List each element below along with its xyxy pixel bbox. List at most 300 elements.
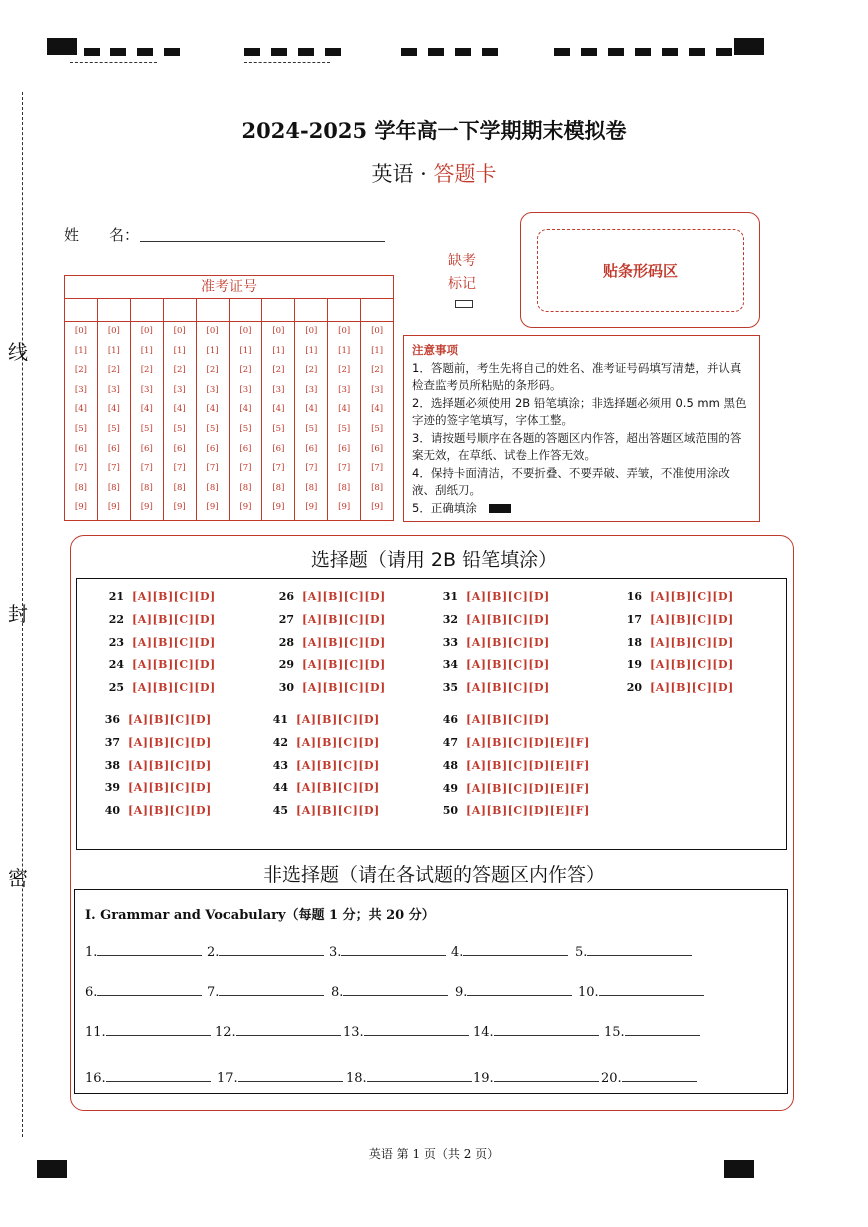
barcode-area: 贴条形码区 — [537, 229, 744, 312]
exam-number-bubble[interactable]: [3] — [371, 384, 384, 395]
blank-answer-line[interactable] — [236, 1023, 341, 1036]
exam-number-column — [230, 299, 263, 521]
exam-number-bubble[interactable]: [9] — [107, 502, 120, 513]
choice-question-row — [434, 713, 550, 726]
exam-number-bubble[interactable]: [5] — [107, 423, 120, 434]
exam-number-bubble[interactable]: [6] — [140, 443, 153, 454]
blank-answer-line[interactable] — [599, 983, 704, 996]
exam-number-bubble[interactable]: [8] — [74, 482, 87, 493]
blank-answer-line[interactable] — [622, 1069, 697, 1082]
answer-options[interactable]: [A][B][C][D] — [650, 612, 734, 626]
blank-answer-item — [207, 943, 324, 960]
choice-question-row — [618, 681, 734, 694]
exam-number-digit-input[interactable] — [262, 299, 294, 322]
answer-options[interactable]: [A][B][C][D] — [132, 681, 216, 695]
blank-answer-line[interactable] — [106, 1023, 211, 1036]
blank-answer-item — [604, 1023, 700, 1040]
exam-number-bubble[interactable]: [7] — [140, 463, 153, 474]
timing-mark — [482, 48, 498, 56]
exam-number-digit-input[interactable] — [98, 299, 130, 322]
timing-mark — [164, 48, 180, 56]
grammar-section-title: I. Grammar and Vocabulary（每题 1 分；共 20 分） — [85, 908, 435, 923]
fill-sample-mark — [489, 504, 511, 513]
timing-mark — [298, 48, 314, 56]
exam-number-bubble[interactable]: [1] — [305, 345, 318, 356]
exam-number-bubble[interactable]: [6] — [305, 443, 318, 454]
question-number: 16 — [626, 590, 642, 603]
question-number: 42 — [272, 735, 288, 749]
exam-number-bubble[interactable]: [4] — [239, 404, 252, 415]
answer-options[interactable]: [A][B][C][D] — [132, 635, 216, 649]
answer-options[interactable]: [A][B][C][D] — [466, 681, 550, 695]
exam-number-bubble[interactable]: [4] — [371, 404, 384, 415]
answer-options[interactable]: [A][B][C][D] — [128, 781, 212, 795]
exam-number-bubble[interactable]: [4] — [107, 404, 120, 415]
exam-number-bubble[interactable]: [8] — [206, 482, 219, 493]
exam-number-bubble[interactable]: [0] — [305, 326, 318, 336]
choice-question-row — [270, 658, 386, 671]
exam-number-bubble[interactable]: [3] — [338, 384, 351, 395]
exam-number-digit-input[interactable] — [131, 299, 163, 322]
exam-number-bubble[interactable]: [5] — [140, 423, 153, 434]
answer-options[interactable]: [A][B][C][D] — [466, 612, 550, 626]
answer-options[interactable]: [A][B][C][D] — [132, 658, 216, 672]
exam-number-bubble[interactable]: [2] — [206, 365, 219, 376]
answer-options[interactable]: [A][B][C][D] — [296, 758, 380, 772]
exam-number-bubble[interactable]: [0] — [107, 326, 120, 336]
answer-options[interactable]: [A][B][C][D] — [296, 713, 380, 726]
choice-question-row — [264, 759, 380, 772]
exam-number-bubble[interactable]: [5] — [74, 423, 87, 434]
answer-options[interactable]: [A][B][C][D][E][F] — [466, 804, 590, 818]
blank-answer-line[interactable] — [625, 1023, 700, 1036]
exam-number-bubble[interactable]: [1] — [206, 345, 219, 356]
exam-number-bubble[interactable]: [7] — [206, 463, 219, 474]
exam-number-column — [131, 299, 164, 521]
question-number: 18 — [626, 635, 642, 649]
exam-number-bubble[interactable]: [3] — [140, 384, 153, 395]
exam-number-bubble[interactable]: [5] — [239, 423, 252, 434]
exam-number-bubble[interactable]: [0] — [239, 326, 252, 336]
exam-number-bubble[interactable]: [0] — [206, 326, 219, 336]
timing-mark — [662, 48, 678, 56]
exam-number-bubble[interactable]: [0] — [272, 326, 285, 336]
timing-mark — [608, 48, 624, 56]
corner-mark-top-left — [47, 38, 77, 55]
blank-answer-item — [217, 1069, 343, 1086]
answer-options[interactable]: [A][B][C][D] — [128, 735, 212, 749]
exam-number-digit-input[interactable] — [65, 299, 97, 322]
answer-options[interactable]: [A][B][C][D] — [650, 681, 734, 695]
exam-number-column — [262, 299, 295, 521]
answer-options[interactable]: [A][B][C][D] — [302, 635, 386, 649]
blank-answer-line[interactable] — [463, 943, 568, 956]
exam-number-bubble[interactable]: [3] — [74, 384, 87, 395]
timing-mark — [455, 48, 471, 56]
blank-answer-item — [343, 1023, 469, 1040]
question-number: 47 — [442, 736, 458, 749]
choice-question-row — [264, 804, 380, 817]
exam-number-bubble[interactable]: [6] — [206, 443, 219, 454]
choice-question-row — [434, 613, 550, 626]
exam-number-column — [164, 299, 197, 521]
choice-question-row — [434, 658, 550, 671]
choice-question-row — [618, 613, 734, 626]
choice-question-row — [434, 681, 550, 694]
exam-number-bubble[interactable]: [1] — [173, 345, 186, 356]
blank-answer-item — [331, 983, 448, 1000]
blank-number: 13. — [343, 1025, 364, 1040]
question-number: 29 — [278, 658, 294, 672]
choice-question-row — [270, 590, 386, 603]
exam-number-bubble[interactable]: [1] — [338, 345, 351, 356]
exam-number-bubble[interactable]: [7] — [173, 463, 186, 474]
blank-number: 9. — [455, 985, 468, 1000]
exam-number-digit-input[interactable] — [197, 299, 229, 322]
choice-question-row — [270, 613, 386, 626]
notice-item: 2．选择题必须使用 2B 铅笔填涂；非选择题必须用 0.5 mm 黑色字迹的签字笔填写，字体工整。 — [412, 395, 747, 427]
exam-number-bubble[interactable]: [6] — [338, 443, 351, 454]
blank-number: 6. — [85, 985, 98, 1000]
exam-number-bubble[interactable]: [3] — [239, 384, 252, 395]
blank-answer-item — [329, 943, 446, 960]
blank-answer-item — [601, 1069, 697, 1086]
name-label: 姓 名： — [64, 226, 140, 244]
exam-number-bubble[interactable]: [8] — [107, 482, 120, 493]
corner-mark-top-right — [734, 38, 764, 55]
exam-number-bubble[interactable]: [0] — [371, 326, 384, 336]
exam-number-digit-input[interactable] — [230, 299, 262, 322]
absent-label — [440, 250, 484, 296]
exam-number-bubble[interactable]: [6] — [173, 443, 186, 454]
question-number: 30 — [278, 681, 294, 695]
blank-number: 11. — [85, 1025, 106, 1040]
corner-mark-bottom-right — [724, 1160, 754, 1178]
answer-options[interactable]: [A][B][C][D] — [132, 612, 216, 626]
question-number: 24 — [108, 658, 124, 672]
question-number: 50 — [442, 804, 458, 818]
question-number: 31 — [442, 590, 458, 603]
absent-label-line1: 缺考 — [448, 253, 476, 269]
answer-options[interactable]: [A][B][C][D] — [302, 590, 386, 603]
exam-number-bubble[interactable]: [3] — [305, 384, 318, 395]
question-number: 49 — [442, 781, 458, 795]
exam-number-bubble[interactable]: [8] — [140, 482, 153, 493]
exam-number-bubble[interactable]: [8] — [272, 482, 285, 493]
exam-number-title: 准考证号 — [65, 276, 393, 299]
exam-number-bubble[interactable]: [7] — [305, 463, 318, 474]
exam-number-bubble[interactable]: [2] — [74, 365, 87, 376]
exam-number-bubble[interactable]: [6] — [239, 443, 252, 454]
answer-options[interactable]: [A][B][C][D] — [650, 658, 734, 672]
exam-number-bubble[interactable]: [8] — [239, 482, 252, 493]
exam-number-bubble[interactable]: [5] — [272, 423, 285, 434]
choice-question-row — [264, 781, 380, 794]
question-number: 48 — [442, 758, 458, 772]
exam-number-bubble[interactable]: [4] — [173, 404, 186, 415]
blank-number: 5. — [575, 945, 588, 960]
timing-mark — [271, 48, 287, 56]
exam-number-bubble[interactable]: [7] — [371, 463, 384, 474]
blank-number: 3. — [329, 945, 342, 960]
exam-number-column — [98, 299, 131, 521]
answer-options[interactable]: [A][B][C][D] — [466, 635, 550, 649]
blank-number: 7. — [207, 985, 220, 1000]
exam-number-digit-input[interactable] — [295, 299, 327, 322]
exam-number-column — [361, 299, 393, 521]
exam-number-bubble[interactable]: [2] — [239, 365, 252, 376]
question-number: 38 — [104, 758, 120, 772]
exam-number-bubble[interactable]: [5] — [371, 423, 384, 434]
blank-answer-item — [455, 983, 572, 1000]
exam-number-bubble[interactable]: [5] — [338, 423, 351, 434]
exam-number-bubble[interactable]: [1] — [239, 345, 252, 356]
blank-answer-line[interactable] — [364, 1023, 469, 1036]
blank-answer-item — [85, 1069, 211, 1086]
blank-answer-line[interactable] — [97, 943, 202, 956]
choice-question-row — [264, 713, 380, 726]
binding-char-mi: 密 — [8, 866, 28, 890]
exam-number-bubble[interactable]: [3] — [173, 384, 186, 395]
exam-number-bubble[interactable]: [3] — [107, 384, 120, 395]
answer-options[interactable]: [A][B][C][D] — [132, 590, 216, 603]
blank-number: 14. — [473, 1025, 494, 1040]
exam-number-bubble[interactable]: [9] — [239, 502, 252, 513]
answer-options[interactable]: [A][B][C][D] — [302, 681, 386, 695]
exam-number-bubble[interactable]: [0] — [173, 326, 186, 336]
question-number: 46 — [442, 713, 458, 726]
question-number: 44 — [272, 781, 288, 795]
timing-mark — [110, 48, 126, 56]
blank-answer-line[interactable] — [219, 943, 324, 956]
exam-number-bubble[interactable]: [2] — [272, 365, 285, 376]
subtitle-subject: 英语 · — [371, 162, 434, 186]
exam-number-bubble[interactable]: [0] — [338, 326, 351, 336]
exam-number-bubble[interactable]: [7] — [107, 463, 120, 474]
answer-options[interactable]: [A][B][C][D] — [650, 590, 734, 603]
exam-number-bubble[interactable]: [5] — [173, 423, 186, 434]
notice-fill-label: 5．正确填涂 — [412, 500, 477, 515]
exam-number-bubble[interactable]: [6] — [74, 443, 87, 454]
choice-question-row — [96, 804, 212, 817]
exam-number-bubble[interactable]: [8] — [305, 482, 318, 493]
exam-number-bubble[interactable]: [7] — [272, 463, 285, 474]
exam-number-bubble[interactable]: [9] — [305, 502, 318, 513]
timing-mark — [635, 48, 651, 56]
choice-question-row — [434, 759, 590, 772]
question-number: 22 — [108, 612, 124, 626]
blank-answer-item — [346, 1069, 472, 1086]
blank-answer-line[interactable] — [238, 1069, 343, 1082]
exam-number-bubble[interactable]: [9] — [74, 502, 87, 513]
absent-label-line2: 标记 — [448, 276, 476, 292]
blank-answer-line[interactable] — [494, 1023, 599, 1036]
exam-number-bubble[interactable]: [3] — [206, 384, 219, 395]
corner-mark-bottom-left — [37, 1160, 67, 1178]
question-number: 23 — [108, 635, 124, 649]
exam-number-bubble[interactable]: [9] — [140, 502, 153, 513]
exam-number-bubble[interactable]: [1] — [74, 345, 87, 356]
answer-options[interactable]: [A][B][C][D] — [296, 804, 380, 818]
blank-number: 10. — [578, 985, 599, 1000]
answer-options[interactable]: [A][B][C][D][E][F] — [466, 736, 590, 749]
exam-number-bubble[interactable]: [9] — [206, 502, 219, 513]
blank-answer-line[interactable] — [367, 1069, 472, 1082]
exam-number-bubble[interactable]: [0] — [74, 326, 87, 336]
answer-options[interactable]: [A][B][C][D] — [296, 781, 380, 795]
blank-answer-line[interactable] — [341, 943, 446, 956]
exam-number-bubble[interactable]: [3] — [272, 384, 285, 395]
blank-number: 12. — [215, 1025, 236, 1040]
exam-number-bubble[interactable]: [2] — [173, 365, 186, 376]
choice-question-row — [434, 804, 590, 817]
exam-number-bubble[interactable]: [1] — [140, 345, 153, 356]
timing-mark — [325, 48, 341, 56]
blank-answer-item — [473, 1069, 599, 1086]
question-number: 17 — [626, 612, 642, 626]
blank-answer-line[interactable] — [97, 983, 202, 996]
timing-mark — [581, 48, 597, 56]
timing-mark — [554, 48, 570, 56]
question-number: 36 — [104, 713, 120, 726]
exam-number-grid — [64, 275, 394, 521]
exam-number-bubble[interactable]: [4] — [74, 404, 87, 415]
exam-number-bubble[interactable]: [8] — [338, 482, 351, 493]
answer-options[interactable]: [A][B][C][D] — [466, 590, 550, 603]
notice-item: 3．请按题号顺序在各题的答题区内作答，超出答题区域范围的答案无效，在草纸、试卷上作答无效。 — [412, 430, 742, 462]
answer-options[interactable]: [A][B][C][D] — [128, 804, 212, 818]
blank-number: 2. — [207, 945, 220, 960]
exam-number-bubble[interactable]: [2] — [305, 365, 318, 376]
exam-number-bubble[interactable]: [9] — [173, 502, 186, 513]
choice-question-row — [618, 590, 734, 603]
choice-question-row — [434, 590, 550, 603]
timing-mark — [84, 48, 100, 56]
exam-number-bubble[interactable]: [1] — [107, 345, 120, 356]
answer-options[interactable]: [A][B][C][D] — [466, 658, 550, 672]
choice-question-row — [96, 713, 212, 726]
exam-number-bubble[interactable]: [1] — [272, 345, 285, 356]
choice-question-row — [434, 736, 590, 749]
exam-number-bubble[interactable]: [4] — [338, 404, 351, 415]
absent-checkbox[interactable] — [455, 300, 473, 308]
choice-question-row — [264, 736, 380, 749]
choice-question-row — [270, 681, 386, 694]
blank-answer-line[interactable] — [106, 1069, 211, 1082]
exam-number-bubble[interactable]: [9] — [338, 502, 351, 513]
answer-options[interactable]: [A][B][C][D] — [466, 713, 550, 726]
exam-number-column — [65, 299, 98, 521]
choice-question-row — [100, 681, 216, 694]
answer-options[interactable]: [A][B][C][D] — [128, 758, 212, 772]
blank-answer-line[interactable] — [494, 1069, 599, 1082]
blank-answer-item — [85, 943, 202, 960]
answer-options[interactable]: [A][B][C][D] — [302, 612, 386, 626]
choice-question-row — [96, 736, 212, 749]
exam-number-bubble[interactable]: [2] — [140, 365, 153, 376]
blank-answer-line[interactable] — [219, 983, 324, 996]
blank-answer-line[interactable] — [467, 983, 572, 996]
exam-number-bubble[interactable]: [9] — [272, 502, 285, 513]
exam-number-bubble[interactable]: [2] — [107, 365, 120, 376]
exam-number-bubble[interactable]: [4] — [272, 404, 285, 415]
exam-number-bubble[interactable]: [5] — [305, 423, 318, 434]
blank-answer-item — [578, 983, 704, 1000]
choice-section-heading: 选择题（请用 2B 铅笔填涂） — [310, 549, 558, 571]
question-number: 43 — [272, 758, 288, 772]
exam-number-digit-input[interactable] — [361, 299, 393, 322]
exam-number-digit-input[interactable] — [164, 299, 196, 322]
answer-options[interactable]: [A][B][C][D] — [128, 713, 212, 726]
notice-item: 1．答题前，考生先将自己的姓名、准考证号码填写清楚，并认真检查监考员所粘贴的条形码。 — [412, 360, 742, 392]
exam-number-bubble[interactable]: [7] — [239, 463, 252, 474]
answer-options[interactable]: [A][B][C][D] — [650, 635, 734, 649]
exam-number-bubble[interactable]: [4] — [206, 404, 219, 415]
timing-mark — [428, 48, 444, 56]
notice-fill-row — [412, 500, 751, 518]
exam-number-bubble[interactable]: [2] — [338, 365, 351, 376]
question-number: 34 — [442, 658, 458, 672]
exam-number-bubble[interactable]: [7] — [74, 463, 87, 474]
exam-number-bubble[interactable]: [0] — [140, 326, 153, 336]
exam-number-bubble[interactable]: [9] — [371, 502, 384, 513]
notice-title: 注意事项 — [412, 343, 458, 357]
exam-number-digit-input[interactable] — [328, 299, 360, 322]
blank-answer-line[interactable] — [587, 943, 692, 956]
blank-number: 19. — [473, 1071, 494, 1086]
choice-question-row — [96, 759, 212, 772]
blank-answer-line[interactable] — [343, 983, 448, 996]
exam-number-bubble[interactable]: [4] — [140, 404, 153, 415]
exam-number-bubble[interactable]: [2] — [371, 365, 384, 376]
blank-number: 17. — [217, 1071, 238, 1086]
answer-options[interactable]: [A][B][C][D][E][F] — [466, 781, 590, 795]
exam-number-bubble[interactable]: [6] — [371, 443, 384, 454]
blank-answer-item — [575, 943, 692, 960]
question-number: 33 — [442, 635, 458, 649]
blank-number: 16. — [85, 1071, 106, 1086]
exam-number-bubble[interactable]: [1] — [371, 345, 384, 356]
exam-number-bubble[interactable]: [7] — [338, 463, 351, 474]
exam-number-bubble[interactable]: [6] — [272, 443, 285, 454]
subtitle-answer-sheet: 答题卡 — [433, 162, 497, 186]
blank-answer-item — [85, 1023, 211, 1040]
blank-number: 18. — [346, 1071, 367, 1086]
exam-number-bubble[interactable]: [8] — [173, 482, 186, 493]
choice-question-row — [434, 636, 550, 649]
choice-question-row — [100, 613, 216, 626]
timing-mark — [244, 48, 260, 56]
blank-number: 1. — [85, 945, 98, 960]
binding-char-xian: 线 — [8, 340, 28, 364]
exam-number-column — [328, 299, 361, 521]
exam-number-bubble[interactable]: [5] — [206, 423, 219, 434]
question-number: 21 — [108, 590, 124, 603]
answer-options[interactable]: [A][B][C][D][E][F] — [466, 758, 590, 772]
exam-number-bubble[interactable]: [8] — [371, 482, 384, 493]
answer-options[interactable]: [A][B][C][D] — [302, 658, 386, 672]
blank-answer-item — [473, 1023, 599, 1040]
name-field[interactable] — [140, 241, 385, 242]
question-number: 32 — [442, 612, 458, 626]
page-title: 2024-2025 学年高一下学期期末模拟卷 — [241, 118, 627, 143]
exam-number-bubble[interactable]: [4] — [305, 404, 318, 415]
question-number: 39 — [104, 781, 120, 795]
blank-answer-item — [85, 983, 202, 1000]
exam-number-bubble[interactable]: [6] — [107, 443, 120, 454]
answer-options[interactable]: [A][B][C][D] — [296, 735, 380, 749]
choice-question-row — [618, 636, 734, 649]
